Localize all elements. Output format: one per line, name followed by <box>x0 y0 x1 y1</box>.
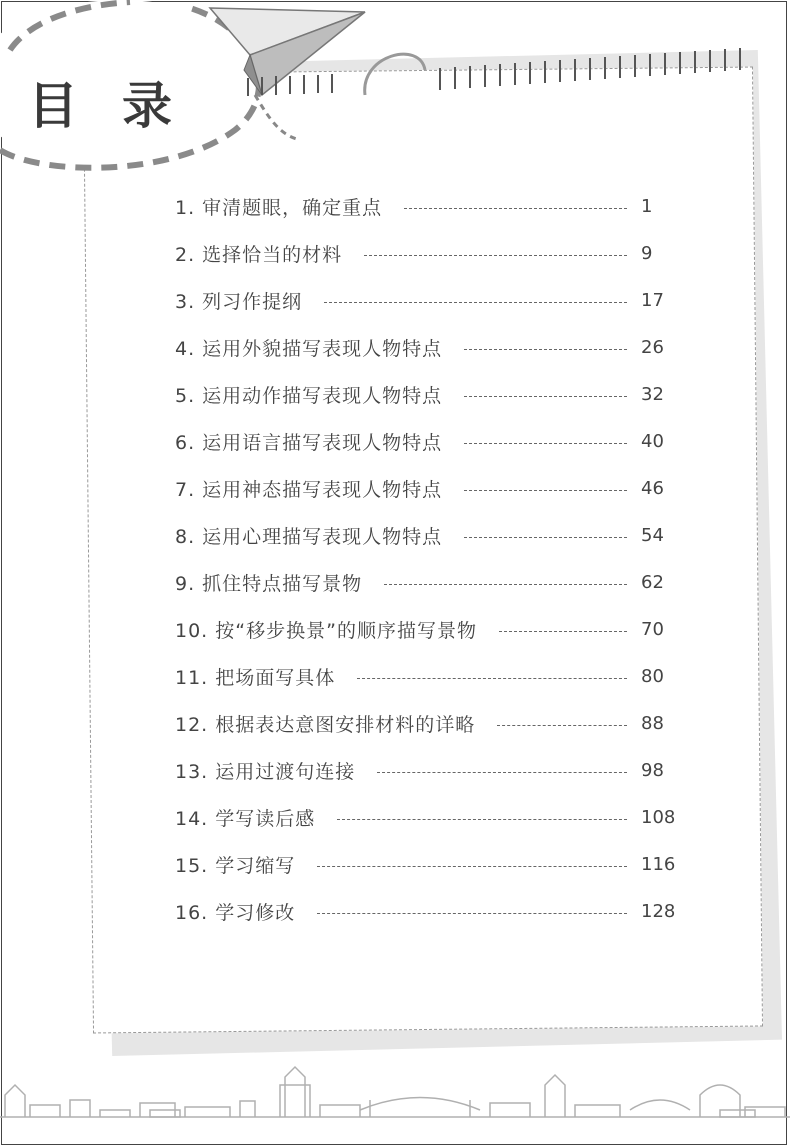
toc-entry-title: 8. 运用心理描写表现人物特点 <box>175 525 443 548</box>
leader-dots <box>324 302 627 303</box>
toc-entry-page: 70 <box>641 618 664 640</box>
toc-entry[interactable] <box>175 564 675 600</box>
toc-entry-page: 88 <box>641 712 664 734</box>
toc-entry-page: 1 <box>641 195 653 217</box>
toc-entry[interactable] <box>175 329 675 365</box>
toc-entry-title: 2. 选择恰当的材料 <box>175 243 343 266</box>
toc-heading-char: 录 <box>122 77 172 135</box>
toc-entry-title: 1. 审清题眼，确定重点 <box>175 196 383 219</box>
leader-dots <box>464 490 627 491</box>
toc-entry-page: 32 <box>641 383 664 405</box>
toc-entry-page: 80 <box>641 665 664 687</box>
toc-entry[interactable] <box>175 423 675 459</box>
leader-dots <box>357 678 627 679</box>
toc-entry-title: 4. 运用外貌描写表现人物特点 <box>175 337 443 360</box>
toc-entry[interactable] <box>175 752 675 788</box>
toc-entry[interactable] <box>175 799 675 835</box>
toc-entry-title: 13. 运用过渡句连接 <box>175 760 356 783</box>
toc-entry[interactable] <box>175 282 675 318</box>
toc-entry-title: 5. 运用动作描写表现人物特点 <box>175 384 443 407</box>
toc-entry[interactable] <box>175 658 675 694</box>
leader-dots <box>464 396 627 397</box>
toc-entry[interactable] <box>175 611 675 647</box>
toc-entry-page: 40 <box>641 430 664 452</box>
leader-dots <box>384 584 627 585</box>
toc-entry-title: 12. 根据表达意图安排材料的详略 <box>175 713 476 736</box>
toc-entry-page: 116 <box>641 853 676 875</box>
leader-dots <box>464 443 627 444</box>
toc-entry-title: 3. 列习作提纲 <box>175 290 303 313</box>
toc-entry-page: 54 <box>641 524 664 546</box>
city-skyline-illustration <box>0 1055 790 1145</box>
spiral-binding <box>248 48 740 96</box>
leader-dots <box>364 255 627 256</box>
toc-entry-title: 9. 抓住特点描写景物 <box>175 572 363 595</box>
leader-dots <box>317 866 627 867</box>
toc-entry-title: 7. 运用神态描写表现人物特点 <box>175 478 443 501</box>
toc-entry-page: 26 <box>641 336 664 358</box>
toc-entry[interactable] <box>175 705 675 741</box>
leader-dots <box>317 913 627 914</box>
toc-entry[interactable] <box>175 235 675 271</box>
toc-entry-page: 17 <box>641 289 664 311</box>
toc-entry[interactable] <box>175 188 675 224</box>
toc-entry-page: 108 <box>641 806 676 828</box>
toc-entry-title: 11. 把场面写具体 <box>175 666 336 689</box>
toc-entry[interactable] <box>175 517 675 553</box>
toc-entry-title: 6. 运用语言描写表现人物特点 <box>175 431 443 454</box>
toc-entry-page: 9 <box>641 242 653 264</box>
leader-dots <box>337 819 627 820</box>
toc-entry[interactable] <box>175 470 675 506</box>
leader-dots <box>404 208 627 209</box>
toc-entry-page: 128 <box>641 900 676 922</box>
toc-entry[interactable] <box>175 893 675 929</box>
toc-entry-page: 98 <box>641 759 664 781</box>
toc-entry[interactable] <box>175 846 675 882</box>
toc-entry-title: 16. 学习修改 <box>175 901 296 924</box>
toc-entry-title: 15. 学习缩写 <box>175 854 296 877</box>
toc-heading-char: 目 <box>28 77 78 135</box>
toc-entry-title: 10. 按“移步换景”的顺序描写景物 <box>175 619 477 642</box>
leader-dots <box>499 631 627 632</box>
leader-dots <box>464 537 627 538</box>
toc-entry[interactable] <box>175 376 675 412</box>
leader-dots <box>497 725 627 726</box>
leader-dots <box>377 772 627 773</box>
header-decoration <box>0 0 790 200</box>
toc-entry-page: 46 <box>641 477 664 499</box>
toc-entry-page: 62 <box>641 571 664 593</box>
leader-dots <box>464 349 627 350</box>
toc-entry-title: 14. 学写读后感 <box>175 807 316 830</box>
